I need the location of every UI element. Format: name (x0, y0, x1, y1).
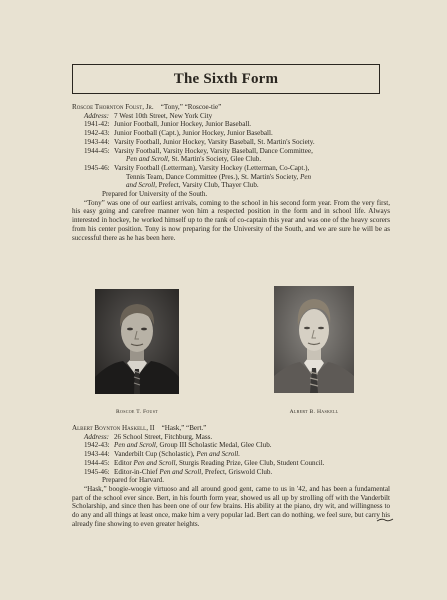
year-label: 1944-45: (84, 458, 110, 467)
italic-text: Pen and Scroll. (196, 450, 241, 459)
year-activities: Group III Scholastic Medal, Glee Club. (157, 441, 272, 450)
year-label: 1945-46: (84, 467, 110, 476)
year-row (72, 120, 390, 129)
section-title: The Sixth Form (173, 70, 279, 87)
year-row (72, 450, 390, 459)
year-label: 1943-44: (84, 137, 110, 146)
year-label: 1941-42: (84, 120, 110, 129)
section-title-box (72, 64, 380, 94)
student-nicknames: “Tony,” “Roscoe-tie” (160, 103, 222, 111)
student-name-line (72, 103, 390, 112)
preparation-line: Prepared for University of the South. (102, 190, 208, 199)
italic-text: Pen (300, 172, 312, 181)
year-continuation (72, 173, 390, 182)
year-continuation (72, 155, 390, 164)
preparation-line: Prepared for Harvard. (102, 476, 165, 485)
year-row (72, 138, 390, 147)
student-entry-haskell (72, 424, 390, 528)
year-label: 1944-45: (84, 146, 110, 155)
bio-paragraph: “Tony” was one of our earliest arrivals, coming to the school in his second form year. From the very first, his easy going and carefree manner won him a respected position in the form and in school life. Always interested in hockey, he worked himself up to the rank of co-captain this year and was one of the heavy scorers from his center position. Tony is now preparing for the University of the South, and we are sure he will be as successful there as he has been here. (72, 198, 390, 242)
year-row (72, 441, 390, 450)
address-row (72, 112, 390, 121)
student-name-line (72, 424, 390, 433)
italic-text: Pen and Scroll (133, 458, 176, 467)
address-value: 7 West 10th Street, New York City (114, 111, 213, 120)
address-row (72, 433, 390, 442)
year-label: 1942-43: (84, 129, 110, 138)
year-activities: Junior Football (Capt.), Junior Hockey, Junior Baseball. (114, 129, 273, 138)
portrait-photo-foust (95, 289, 179, 394)
year-row (72, 164, 390, 173)
year-label: 1942-43: (84, 441, 110, 450)
year-activities: Varsity Football, Varsity Hockey, Varsity Baseball, Dance Committee, (114, 146, 313, 155)
year-row (72, 129, 390, 138)
italic-text: Pen and Scroll, (126, 155, 170, 164)
year-row (72, 147, 390, 156)
year-row (72, 459, 390, 468)
student-entry-foust (72, 103, 390, 242)
flourish-mark (376, 517, 394, 523)
year-label: 1943-44: (84, 450, 110, 459)
year-activities: Varsity Football, Junior Hockey, Varsity Baseball, St. Martin's Society. (114, 137, 315, 146)
portrait-image (274, 286, 354, 393)
year-activities: Prefect, Varsity Club, Thayer Club. (156, 181, 259, 190)
photo-caption-left: Roscoe T. Foust (116, 409, 158, 415)
bio-paragraph: “Hask,” boogie-woogie virtuoso and all around good gent, came to us in '42, and has been a fundamental part of the school ever since. Bert, in his fourth form year, showed us all up by strolling off with the Vanderbilt Scholarship, and since then has been one of our few brains. His ability at the piano, dry wit, and willingness to do any and all things at least once, make him a very popular lad. Bert can do nothing, we feel sure, but carry his already fine showing to even greater heights. (72, 484, 390, 528)
year-activities: Varsity Football (Letterman), Varsity Hockey (Letterman, Co-Capt.), (114, 163, 310, 172)
student-name: Roscoe Thornton Foust, Jr. (72, 103, 154, 111)
address-label: Address: (84, 111, 109, 120)
year-row (72, 468, 390, 477)
italic-text: and Scroll, (126, 181, 157, 190)
student-nicknames: “Hask,” “Bert.” (161, 424, 207, 432)
year-activities: Editor (114, 458, 134, 467)
year-activities: , Sturgis Reading Prize, Glee Club, Student Council. (175, 458, 325, 467)
year-activities: Editor-in-Chief (114, 467, 160, 476)
photo-caption-right: Albert B. Haskell (289, 409, 339, 415)
year-activities: Vanderbilt Cup (Scholastic), (114, 450, 197, 459)
year-activities: Tennis Team, Dance Committee (Pres.), St. Martin's Society, (126, 172, 301, 181)
address-label: Address: (84, 432, 109, 441)
year-activities: , Prefect, Griswold Club. (201, 467, 273, 476)
year-activities: St. Martin's Society, Glee Club. (169, 155, 262, 164)
italic-text: Pen and Scroll, (114, 441, 158, 450)
address-value: 26 School Street, Fitchburg, Mass. (114, 432, 213, 441)
portrait-image (95, 289, 179, 394)
year-activities: Junior Football, Junior Hockey, Junior Baseball. (114, 120, 252, 129)
portrait-photo-haskell (274, 286, 354, 393)
student-name: Albert Boynton Haskell, II (72, 424, 155, 432)
year-continuation (72, 181, 390, 190)
italic-text: Pen and Scroll (159, 467, 202, 476)
year-label: 1945-46: (84, 163, 110, 172)
